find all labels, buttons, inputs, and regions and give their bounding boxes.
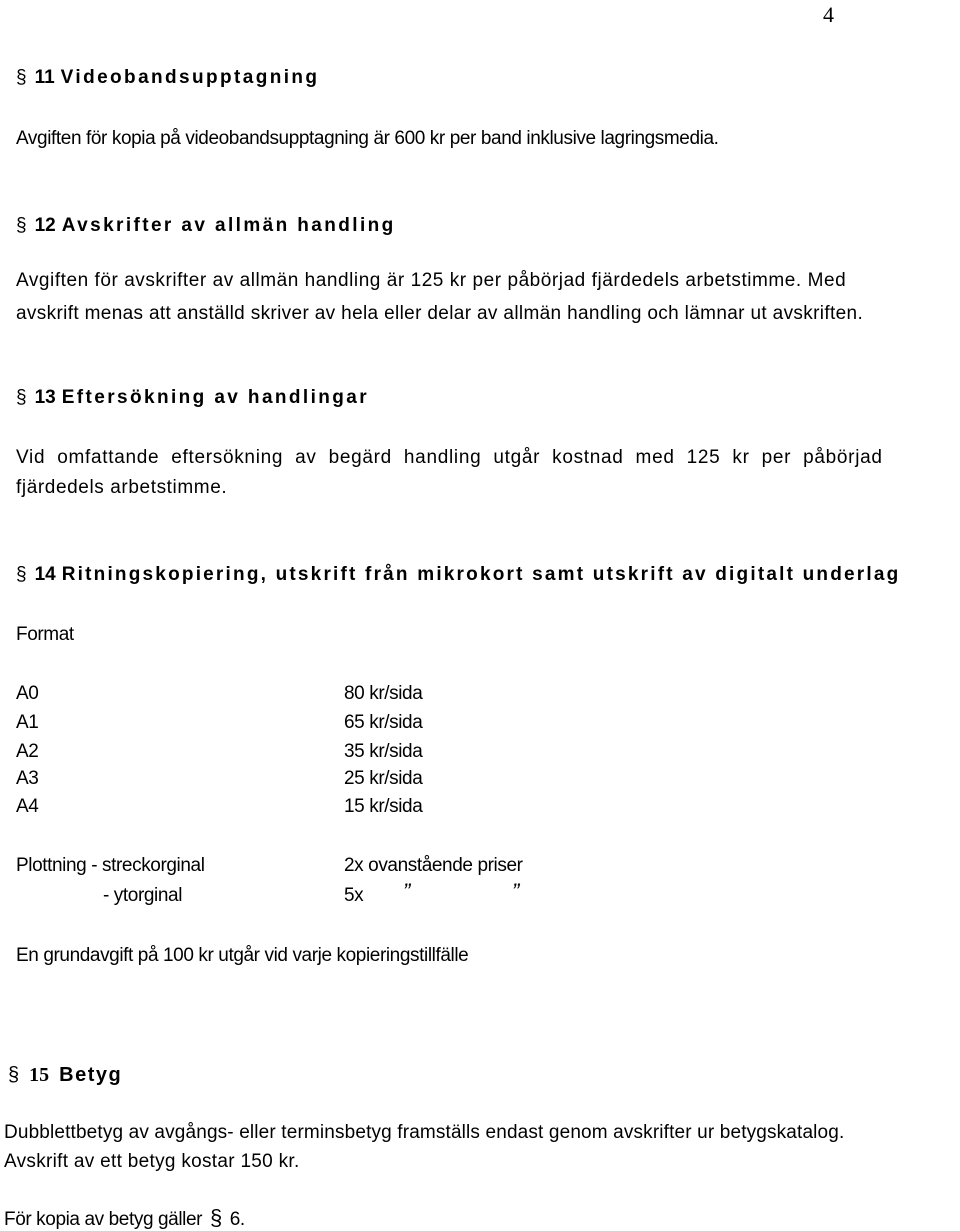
section-number: 15 bbox=[29, 1064, 50, 1086]
ditto-mark: ” bbox=[512, 879, 520, 904]
format-size: A3 bbox=[16, 768, 39, 789]
section-13-body-line-2: fjärdedels arbetstimme. bbox=[16, 477, 228, 498]
section-12-body-line-1: Avgiften för avskrifter av allmän handling är 125 kr per påbörjad fjärdedels arbetstimme. Med bbox=[16, 270, 847, 291]
section-12-body-line-2: avskrift menas att anställd skriver av hela eller delar av allmän handling och lämnar ut avskriften. bbox=[16, 303, 864, 324]
section-title: Ritningskopiering, utskrift från mikrokort samt utskrift av digitalt underlag bbox=[61, 564, 901, 585]
section-symbol: § bbox=[16, 387, 27, 408]
section-15-body-line-2: Avskrift av ett betyg kostar 150 kr. bbox=[4, 1151, 300, 1172]
section-15-heading bbox=[8, 1064, 122, 1087]
section-12-heading bbox=[16, 215, 396, 237]
section-number: 12 bbox=[34, 215, 56, 236]
format-price: 65 kr/sida bbox=[344, 712, 423, 733]
format-size: A2 bbox=[16, 741, 39, 762]
section-symbol: § bbox=[16, 215, 27, 236]
format-price: 15 kr/sida bbox=[344, 796, 423, 817]
base-fee-text: En grundavgift på 100 kr utgår vid varje kopieringstillfälle bbox=[16, 945, 469, 966]
section-title: Videobandsupptagning bbox=[60, 67, 320, 88]
section-number: 11 bbox=[34, 67, 55, 88]
section-title: Betyg bbox=[59, 1064, 123, 1086]
section-15-body-line-1: Dubblettbetyg av avgångs- eller terminsbetyg framställs endast genom avskrifter ur betygskatalog. bbox=[4, 1122, 845, 1143]
section-number: 14 bbox=[34, 564, 56, 585]
format-size: A0 bbox=[16, 683, 39, 704]
betyg-note bbox=[4, 1205, 245, 1231]
format-price: 25 kr/sida bbox=[344, 768, 423, 789]
ytorginal-value: 5x bbox=[344, 885, 364, 906]
section-symbol: § bbox=[16, 564, 27, 585]
section-14-heading bbox=[16, 564, 900, 586]
ytorginal-label: - ytorginal bbox=[103, 885, 183, 906]
section-symbol: § bbox=[209, 1205, 222, 1230]
betyg-note-text: För kopia av betyg gäller bbox=[4, 1209, 203, 1230]
section-13-heading bbox=[16, 387, 369, 409]
page-number: 4 bbox=[823, 2, 834, 27]
format-price: 35 kr/sida bbox=[344, 741, 423, 762]
section-13-body-line-1: Vid omfattande eftersökning av begärd handling utgår kostnad med 125 kr per påbörjad bbox=[16, 447, 883, 468]
plotting-value: 2x ovanstående priser bbox=[344, 855, 523, 876]
plotting-label: Plottning - streckorginal bbox=[16, 855, 205, 876]
section-symbol: § bbox=[16, 67, 27, 88]
section-11-heading bbox=[16, 67, 319, 89]
section-number: 13 bbox=[34, 387, 56, 408]
format-size: A4 bbox=[16, 796, 39, 817]
section-title: Eftersökning av handlingar bbox=[61, 387, 370, 408]
format-label: Format bbox=[16, 624, 74, 645]
section-11-body: Avgiften för kopia på videobandsupptagning är 600 kr per band inklusive lagringsmedia. bbox=[16, 128, 719, 149]
ditto-mark: ” bbox=[403, 879, 411, 904]
section-title: Avskrifter av allmän handling bbox=[61, 215, 396, 236]
format-size: A1 bbox=[16, 712, 39, 733]
betyg-note-reference: 6. bbox=[229, 1209, 245, 1230]
section-symbol: § bbox=[8, 1064, 20, 1086]
format-price: 80 kr/sida bbox=[344, 683, 423, 704]
